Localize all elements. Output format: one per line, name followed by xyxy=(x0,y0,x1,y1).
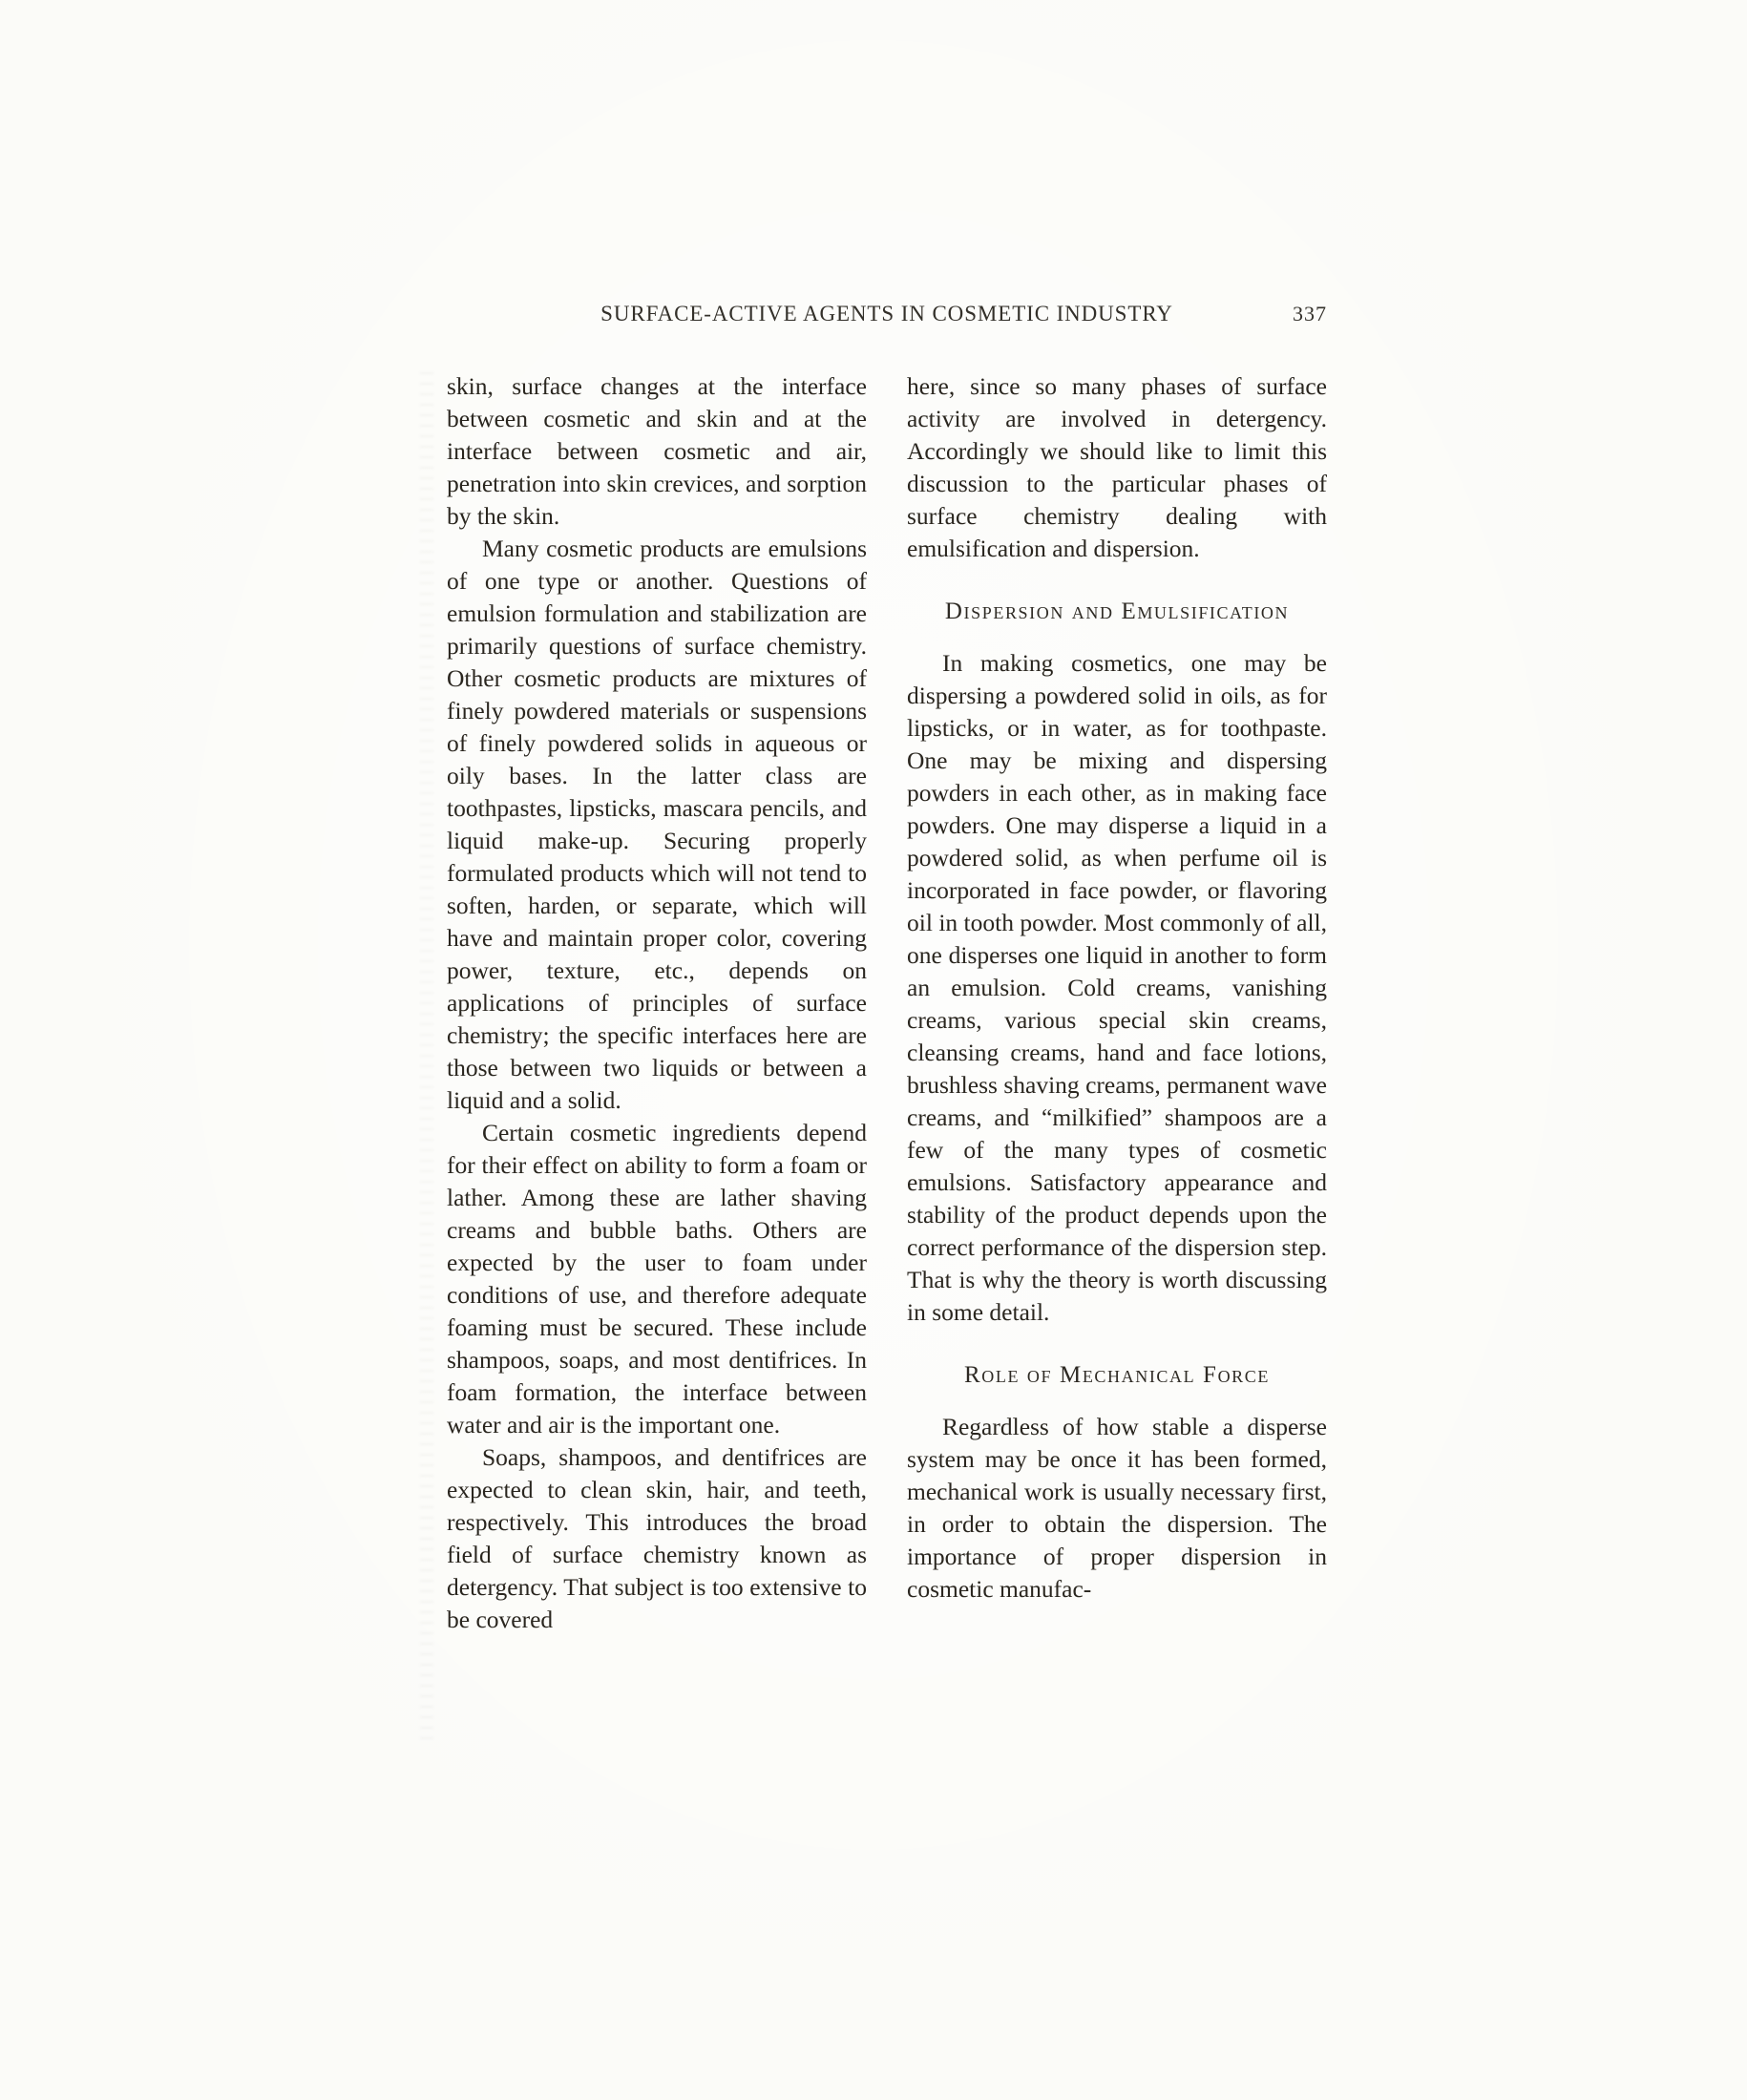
section-heading: Role of Mechanical Force xyxy=(964,1362,1270,1388)
scan-artifact xyxy=(420,372,433,1747)
paragraph: Regardless of how stable a disperse system may be once it has been formed, mechanical work is usually necessary first, in order to obtain the dispersion. The importance of proper dispersion in cosmetic manufac- xyxy=(907,1413,1327,1603)
paragraph: here, since so many phases of surface activity are involved in detergency. Accordingly we should like to limit this discussion to the particular phases of surface chemistry dealing with emulsification and dispersion. xyxy=(907,372,1327,562)
page-content xyxy=(447,302,1327,1636)
paragraph: Soaps, shampoos, and dentifrices are expected to clean skin, hair, and teeth, respectively. This introduces the broad field of surface chemistry known as detergency. That subject is too extensive to be covered xyxy=(447,1443,867,1633)
paragraph: skin, surface changes at the interface between cosmetic and skin and at the interface between cosmetic and air, penetration into skin crevices, and sorption by the skin. xyxy=(447,372,867,530)
left-column xyxy=(447,370,867,1636)
two-column-text xyxy=(447,370,1327,1636)
section-heading: Dispersion and Emulsification xyxy=(944,598,1290,624)
page-number: 337 xyxy=(1293,302,1327,326)
paragraph: Many cosmetic products are emulsions of one type or another. Questions of emulsion formulation and stabilization are primarily questions of surface chemistry. Other cosmetic products are mixtures of finely powdered materials or suspensions of finely powdered solids in aqueous or oily bases. In the latter class are toothpastes, lipsticks, mascara pencils, and liquid make-up. Securing properly formulated products which will not tend to soften, harden, or separate, which will have and maintain proper color, covering power, texture, etc., depends on applications of principles of surface chemistry; the specific interfaces here are those between two liquids or between a liquid and a solid. xyxy=(447,535,867,1114)
paragraph: In making cosmetics, one may be dispersing a powdered solid in oils, as for lipsticks, or in water, as for toothpaste. One may be mixing and dispersing powders in each other, as in making face powders. One may disperse a liquid in a powdered solid, as when perfume oil is incorporated in face powder, or flavoring oil in tooth powder. Most commonly of all, one disperses one liquid in another to form an emulsion. Cold creams, vanishing creams, various special skin creams, cleansing creams, hand and face lotions, brushless shaving creams, permanent wave creams, and “milkified” shampoos are a few of the many types of cosmetic emulsions. Satisfactory appearance and stability of the product depends upon the correct performance of the dispersion step. That is why the theory is worth discussing in some detail. xyxy=(907,649,1327,1326)
right-column xyxy=(907,370,1327,1636)
page-header xyxy=(447,302,1327,326)
paragraph: Certain cosmetic ingredients depend for their effect on ability to form a foam or lather. Among these are lather shaving creams and bubble baths. Others are expected by the user to foam under conditions of use, and therefore adequate foaming must be secured. These include shampoos, soaps, and most dentifrices. In foam formation, the interface between water and air is the important one. xyxy=(447,1119,867,1438)
running-head-title: SURFACE-ACTIVE AGENTS IN COSMETIC INDUSTRY xyxy=(600,302,1173,326)
